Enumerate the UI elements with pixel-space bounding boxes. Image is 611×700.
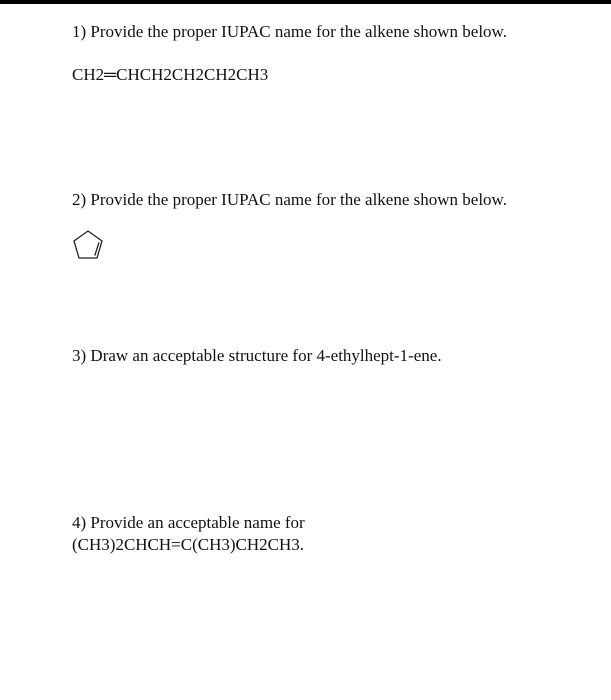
question-3-prompt: 3) Draw an acceptable structure for 4-ethylhept-1-ene. xyxy=(72,346,442,365)
question-1-formula: CH2═CHCH2CH2CH2CH3 xyxy=(72,65,269,84)
question-2-prompt: 2) Provide the proper IUPAC name for the alkene shown below. xyxy=(72,190,507,209)
cyclopentene-structure-icon xyxy=(70,228,106,262)
question-1-prompt: 1) Provide the proper IUPAC name for the alkene shown below. xyxy=(72,22,507,41)
question-4-prompt: 4) Provide an acceptable name for xyxy=(72,513,305,532)
question-4-formula: (CH3)2CHCH=C(CH3)CH2CH3. xyxy=(72,535,305,554)
top-border xyxy=(0,0,611,4)
